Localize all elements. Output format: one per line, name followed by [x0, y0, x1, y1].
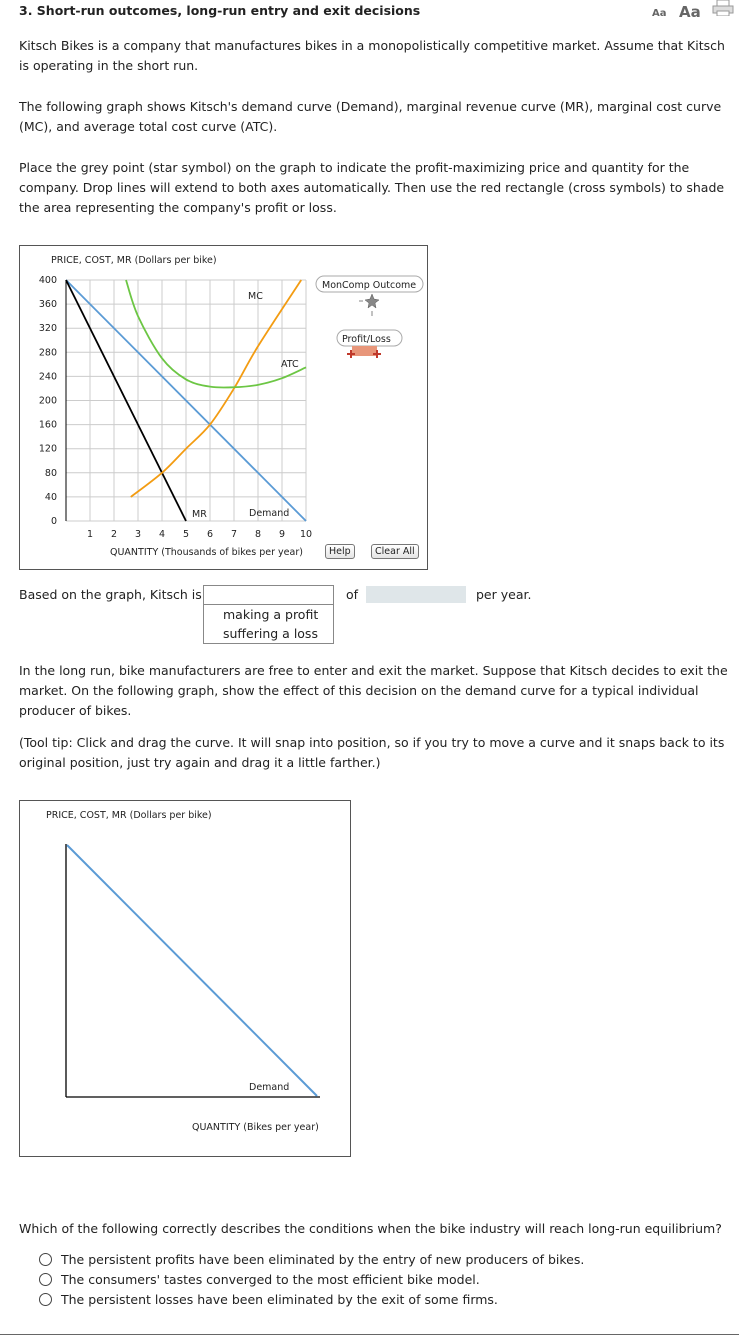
y-tick-label: 240 — [38, 371, 57, 383]
x-tick-label: 1 — [86, 529, 94, 540]
y-tick-label: 80 — [44, 467, 57, 479]
profit-loss-dropdown[interactable] — [203, 585, 334, 644]
grey-star-point-tool[interactable] — [359, 294, 379, 316]
option-2-label[interactable]: The consumers' tastes converged to the most efficient bike model. — [61, 1272, 480, 1287]
dropdown-current-value[interactable] — [204, 586, 333, 605]
y-tick-label: 320 — [38, 323, 57, 335]
per-year-label: per year. — [476, 587, 532, 602]
print-icon[interactable] — [712, 0, 734, 16]
graph2-demand-label: Demand — [249, 1082, 290, 1093]
y-tick-label: 360 — [38, 299, 57, 311]
option-making-profit[interactable]: making a profit — [223, 607, 319, 622]
graph2-x-axis-label: QUANTITY (Bikes per year) — [192, 1122, 319, 1133]
x-tick-label: 3 — [134, 529, 142, 540]
red-rectangle-tool[interactable] — [347, 346, 381, 358]
short-run-graph[interactable] — [20, 246, 427, 569]
tool-tip-paragraph: (Tool tip: Click and drag the curve. It will snap into position, so if you try to move a curve and it snaps back to its original position, just try again and drag it a little farther.) — [19, 735, 725, 770]
profit-loss-label: Profit/Loss — [342, 334, 391, 345]
mc-curve-label: MC — [248, 291, 263, 302]
y-tick-label: 160 — [38, 419, 57, 431]
atc-curve-label: ATC — [281, 359, 299, 370]
x-tick-label: 4 — [158, 529, 166, 540]
long-run-graph-panel — [19, 800, 351, 1157]
graph2-demand-curve[interactable] — [67, 845, 317, 1096]
mc-curve[interactable] — [131, 280, 301, 497]
profit-question-prefix: Based on the graph, Kitsch is — [19, 587, 202, 602]
y-tick-label: 400 — [38, 275, 57, 286]
y-tick-label: 0 — [50, 516, 57, 527]
y-tick-label: 200 — [38, 395, 57, 407]
graph1-y-axis-label: PRICE, COST, MR (Dollars per bike) — [51, 255, 217, 266]
mr-curve-label: MR — [192, 509, 207, 520]
x-tick-label: 9 — [278, 529, 286, 540]
radio-option-3[interactable] — [39, 1293, 52, 1306]
help-button[interactable]: Help — [325, 544, 355, 559]
x-tick-label: 5 — [182, 529, 190, 540]
y-tick-label: 120 — [38, 443, 57, 455]
intro-paragraph-1: Kitsch Bikes is a company that manufactures bikes in a monopolistically competitive market. Assume that Kitsch is operating in the short run. — [19, 38, 725, 73]
equilibrium-question: Which of the following correctly describes the conditions when the bike industry will reach long-run equilibrium? — [19, 1221, 722, 1236]
amount-answer-field[interactable] — [366, 586, 466, 603]
option-suffering-loss[interactable]: suffering a loss — [223, 626, 318, 641]
demand-curve-label: Demand — [249, 508, 290, 519]
longrun-paragraph: In the long run, bike manufacturers are free to enter and exit the market. Suppose that Kitsch decides to exit the market. On the following graph, show the effect of this decision on the demand curve for a typical individual producer of bikes. — [19, 663, 728, 718]
option-3-label[interactable]: The persistent losses have been eliminated by the exit of some firms. — [61, 1292, 498, 1307]
x-tick-label: 6 — [206, 529, 214, 540]
long-run-graph[interactable] — [20, 801, 350, 1156]
clear-all-button[interactable]: Clear All — [371, 544, 419, 559]
intro-paragraph-3: Place the grey point (star symbol) on the graph to indicate the profit-maximizing price and quantity for the company. Drop lines will extend to both axes automatically. Then use the red rectangle (cross symbols) to shade the area representing the company's profit or loss. — [19, 160, 725, 215]
x-tick-label: 8 — [254, 529, 262, 540]
bottom-divider — [0, 1334, 739, 1335]
short-run-graph-panel — [19, 245, 428, 570]
font-size-small-button[interactable]: Aa — [652, 8, 667, 19]
atc-curve[interactable] — [126, 280, 306, 388]
intro-paragraph-2: The following graph shows Kitsch's demand curve (Demand), marginal revenue curve (MR), marginal cost curve (MC), and average total cost curve (ATC). — [19, 99, 722, 134]
x-tick-label: 2 — [110, 529, 118, 540]
y-tick-label: 40 — [44, 491, 57, 503]
y-tick-label: 280 — [38, 347, 57, 359]
graph2-y-axis-label: PRICE, COST, MR (Dollars per bike) — [46, 810, 212, 821]
font-size-large-button[interactable]: Aa — [679, 3, 701, 21]
x-tick-label: 7 — [230, 529, 238, 540]
moncomp-outcome-label: MonComp Outcome — [322, 280, 417, 291]
radio-option-1[interactable] — [39, 1253, 52, 1266]
radio-option-2[interactable] — [39, 1273, 52, 1286]
question-title: 3. Short-run outcomes, long-run entry and exit decisions — [19, 3, 421, 18]
x-tick-label: 10 — [299, 529, 313, 540]
of-label: of — [346, 587, 359, 602]
graph1-x-axis-label: QUANTITY (Thousands of bikes per year) — [110, 547, 303, 558]
option-1-label[interactable]: The persistent profits have been eliminated by the entry of new producers of bikes. — [61, 1252, 585, 1267]
